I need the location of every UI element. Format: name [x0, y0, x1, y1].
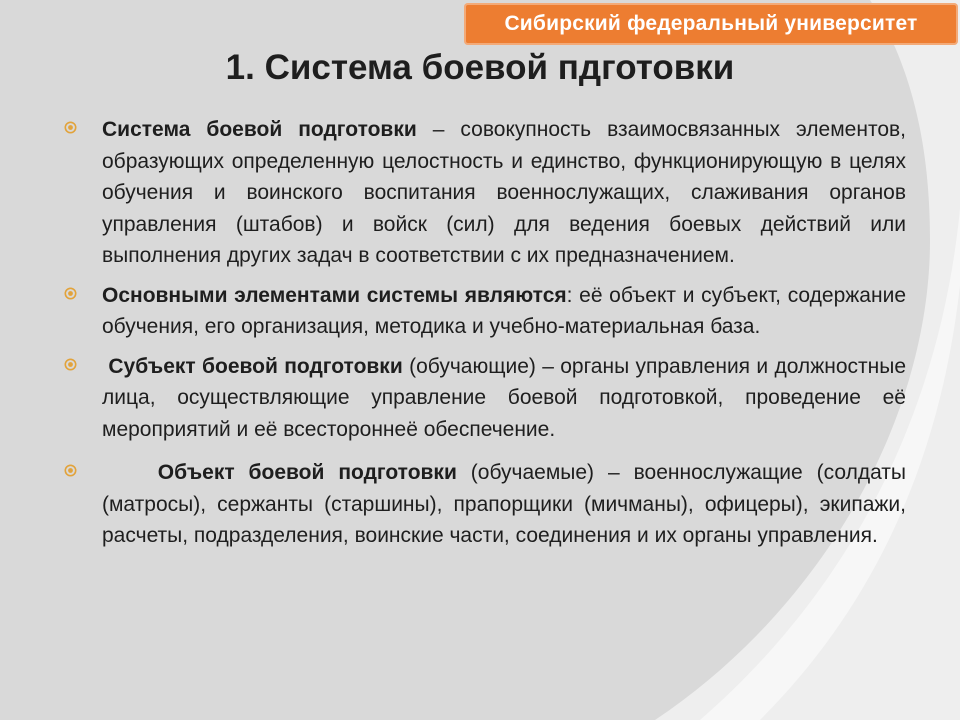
- definition: – совокупность взаимосвязанных элементов, образующих определенную целостность и единство, функционирующую в целях обучения и воинского воспитания военнослужащих, слаживания органов управления (штабов) и войск (сил) для ведения боевых действий или выполнения других задач в соответствии с их предназначением.: [102, 118, 907, 267]
- ring-bullet-icon: [64, 121, 77, 134]
- university-brand-badge: Сибирский федеральный университет: [464, 3, 958, 45]
- list-item: [60, 457, 906, 552]
- term: Объект боевой подготовки: [157, 461, 457, 484]
- term: Субъект боевой подготовки: [108, 354, 403, 378]
- definition: (обучающие) – органы управления и должностные лица, осуществляющие управление боевой подготовкой, проведение её мероприятий и её всестороннеё обеспечение.: [102, 354, 907, 441]
- list-item: [60, 114, 906, 272]
- page-title: 1. Система боевой пдготовки: [225, 48, 735, 87]
- ring-bullet-icon: [64, 358, 77, 371]
- definition: : её объект и субъект, содержание обучения, его организация, методика и учебно-материальная база.: [102, 283, 906, 338]
- ring-bullet-icon: [64, 464, 77, 477]
- ring-bullet-icon: [64, 287, 77, 300]
- term: Основными элементами системы являются: [102, 283, 567, 307]
- list-item: [60, 351, 906, 446]
- term: Система боевой подготовки: [102, 118, 417, 141]
- definition: (обучаемые) – военнослужащие (солдаты (матросы), сержанты (старшины), прапорщики (мичманы), офицеры), экипажи, расчеты, подразделения, воинские части, соединения и их органы управления.: [102, 461, 907, 547]
- bullet-list: [60, 114, 906, 564]
- list-item: [60, 280, 906, 343]
